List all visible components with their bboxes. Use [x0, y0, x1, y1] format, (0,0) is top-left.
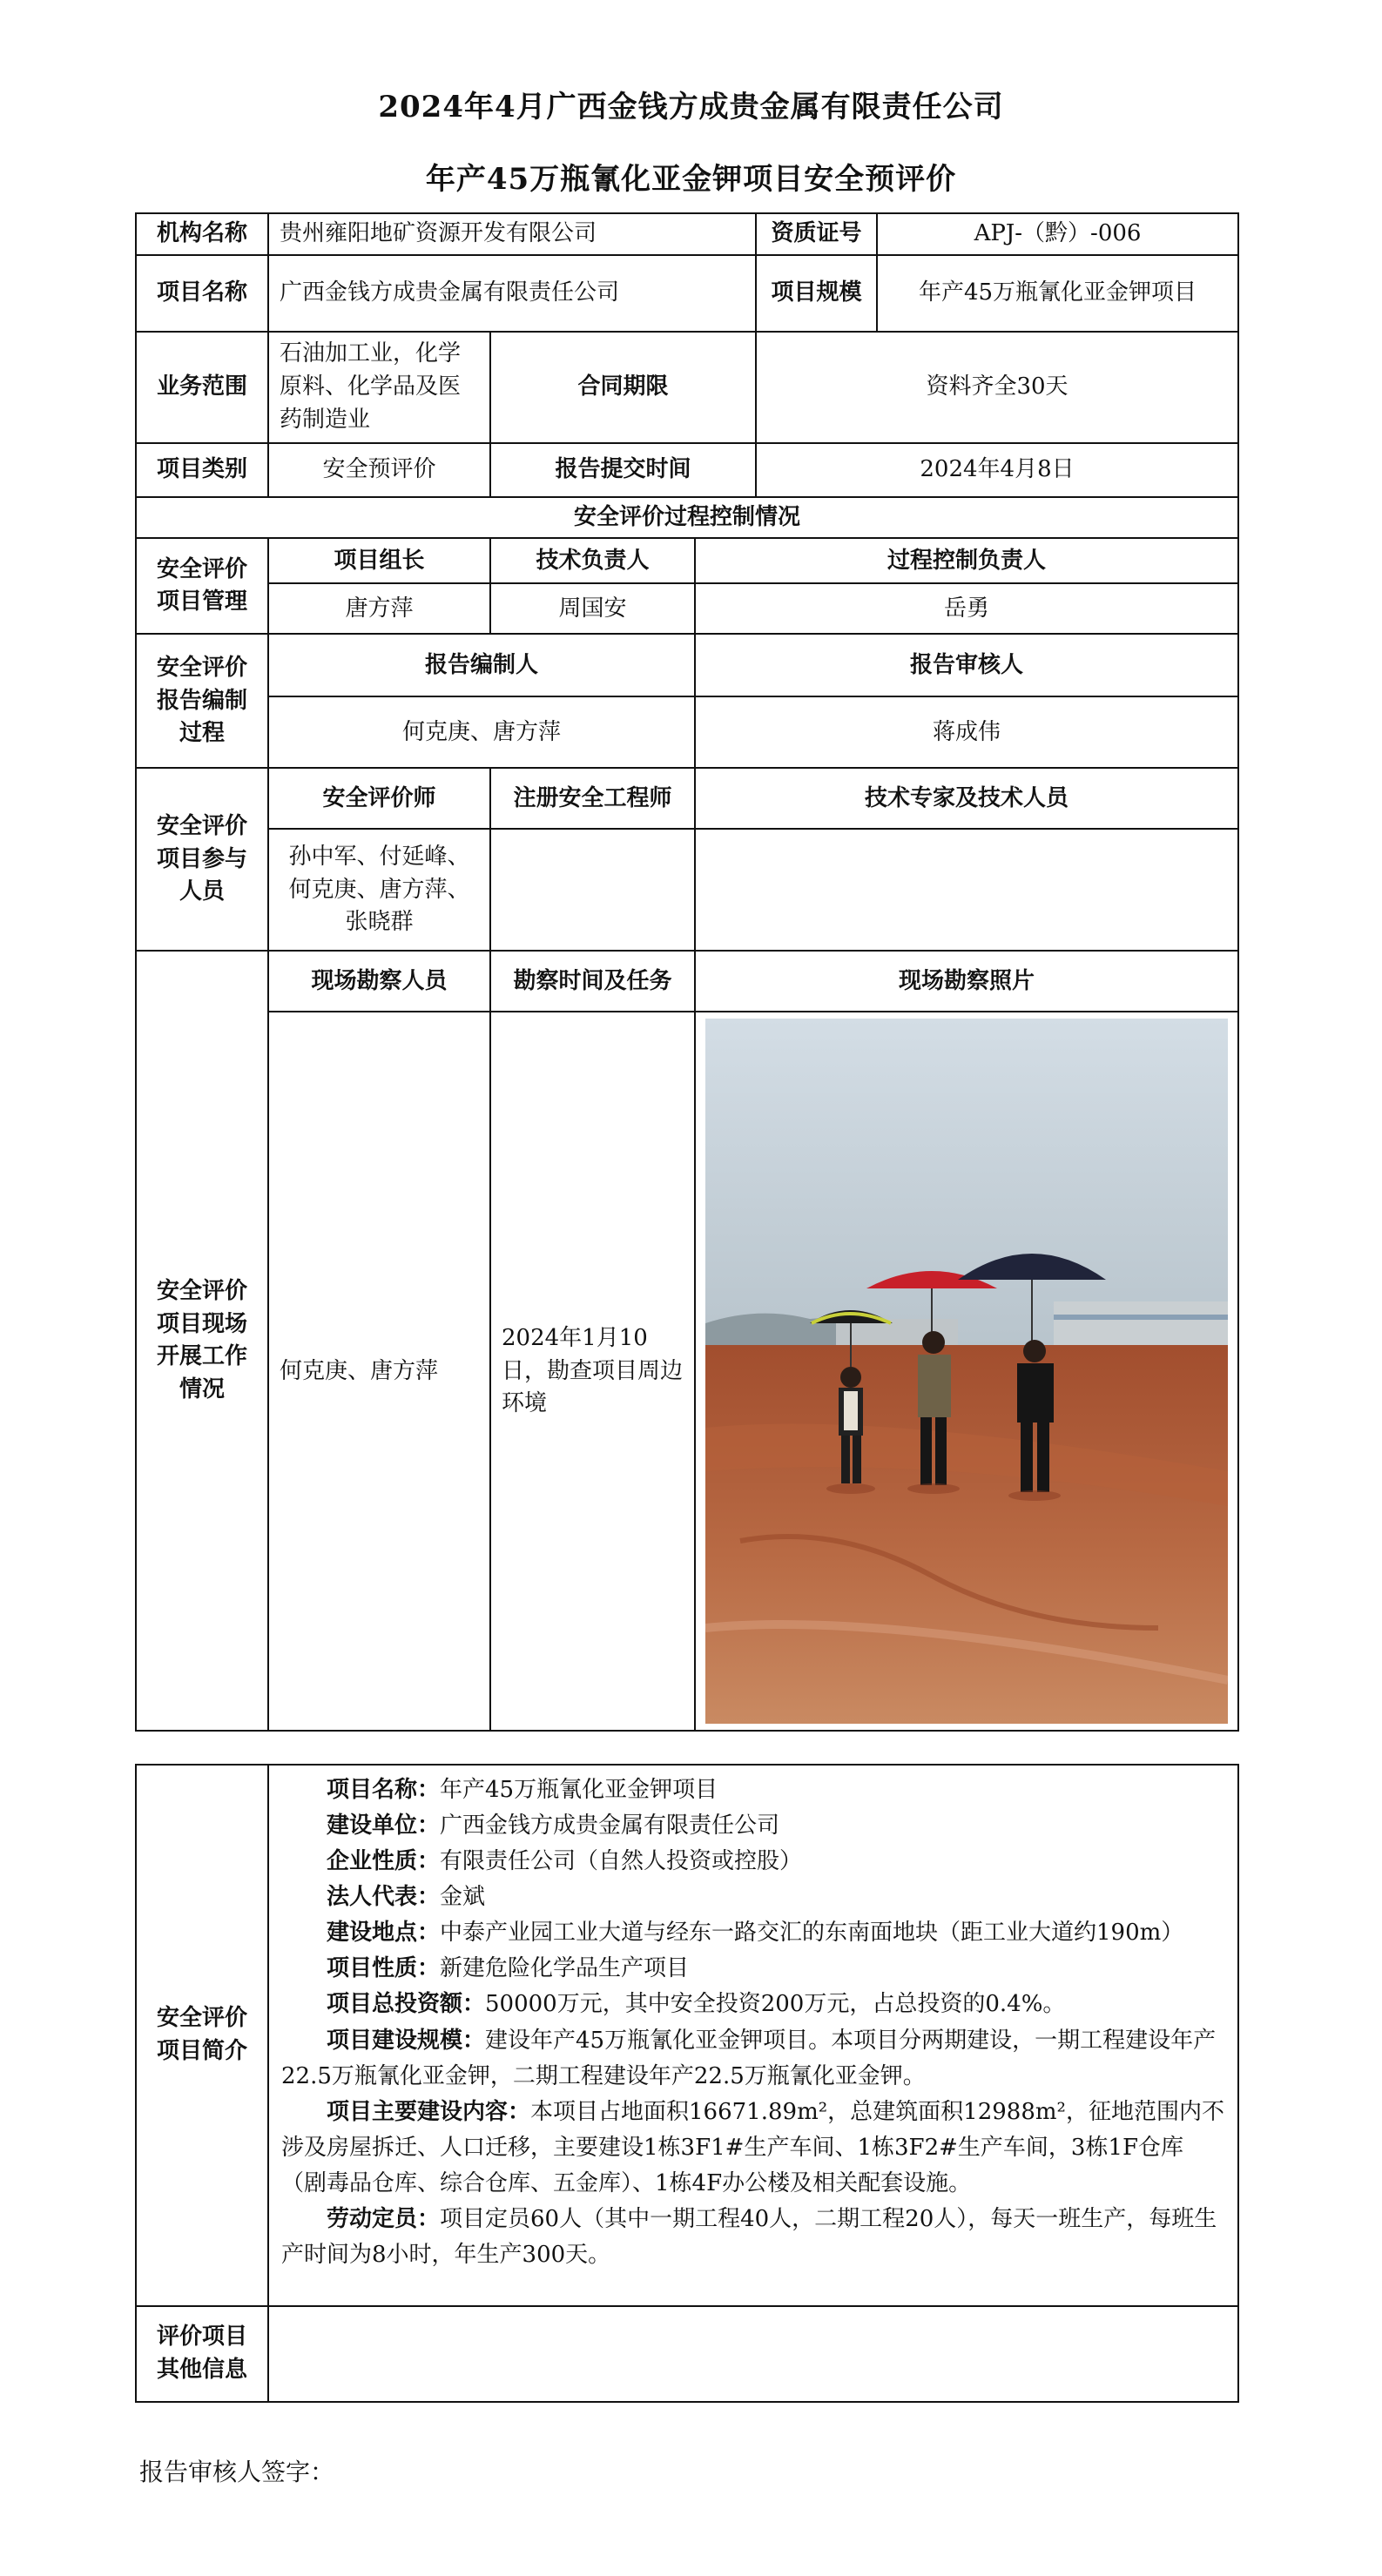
intro-line: 项目性质：新建危险化学品生产项目: [327, 1955, 690, 1982]
tech-value: 周国安: [490, 583, 695, 634]
leader-header: 项目组长: [268, 538, 490, 583]
submit-time-label: 报告提交时间: [490, 443, 756, 497]
intro-line: 项目主要建设内容：本项目占地面积16671.89m²，总建筑面积12988m²，征地范围内不涉及房屋拆迁、人口迁移，主要建设1栋3F1#生产车间、1栋3F2#生产车间，3栋1F仓库（剧毒品仓库、综合仓库、五金库）、1栋4F办公楼及相关配套设施。: [281, 2098, 1224, 2196]
intro-line: 项目建设规模：建设年产45万瓶氰化亚金钾项目。本项目分两期建设，一期工程建设年产22.5万瓶氰化亚金钾，二期工程建设年产22.5万瓶氰化亚金钾。: [281, 2027, 1217, 2089]
survey-time-header: 勘察时间及任务: [490, 951, 695, 1012]
project-intro-table: [135, 1764, 1239, 2403]
expert-header: 技术专家及技术人员: [695, 768, 1238, 829]
org-value: 贵州雍阳地矿资源开发有限公司: [268, 213, 756, 255]
category-label: 项目类别: [136, 443, 268, 497]
intro-line: 建设单位：广西金钱方成贵金属有限责任公司: [327, 1813, 780, 1840]
scope-label: 业务范围: [136, 332, 268, 443]
evaluator-value: 孙中军、付延峰、何克庚、唐方萍、张晓群: [268, 829, 490, 951]
management-label: 安全评价项目管理: [136, 538, 268, 634]
intro-line: 法人代表：金斌: [327, 1884, 486, 1911]
intro-line: 劳动定员：项目定员60人（其中一期工程40人，二期工程20人），每天一班生产，每班生产时间为8小时，年生产300天。: [281, 2205, 1217, 2269]
staff-label: 安全评价项目参与人员: [136, 768, 268, 951]
evaluation-info-table: [135, 212, 1239, 1732]
tech-header: 技术负责人: [490, 538, 695, 583]
surveyor-header: 现场勘察人员: [268, 951, 490, 1012]
photo-cell: [695, 1012, 1238, 1731]
document-subtitle: 年产45万瓶氰化亚金钾项目安全预评价: [425, 162, 957, 197]
submit-time-value: 2024年4月8日: [756, 443, 1238, 497]
document-title: 2024年4月广西金钱方成贵金属有限责任公司: [378, 90, 1004, 124]
intro-line: 项目总投资额：50000万元，其中安全投资200万元，占总投资的0.4%。: [327, 1991, 1066, 2018]
site-survey-photo: [705, 1019, 1228, 1724]
scale-label: 项目规模: [756, 255, 877, 332]
leader-value: 唐方萍: [268, 583, 490, 634]
intro-label: 安全评价项目简介: [136, 1765, 268, 2306]
control-header: 过程控制负责人: [695, 538, 1238, 583]
contract-value: 资料齐全30天: [756, 332, 1238, 443]
reviewer-header: 报告审核人: [695, 634, 1238, 696]
scope-value: 石油加工业，化学原料、化学品及医药制造业: [268, 332, 490, 443]
surveyor-value: 何克庚、唐方萍: [268, 1012, 490, 1731]
reviewer-value: 蒋成伟: [695, 696, 1238, 768]
intro-line: 建设地点：中泰产业园工业大道与经东一路交汇的东南面地块（距工业大道约190m）: [327, 1920, 1184, 1947]
compiler-header: 报告编制人: [268, 634, 695, 696]
contract-label: 合同期限: [490, 332, 756, 443]
expert-value: [695, 829, 1238, 951]
site-work-label: 安全评价项目现场开展工作情况: [136, 951, 268, 1731]
category-value: 安全预评价: [268, 443, 490, 497]
other-info-value: [268, 2306, 1238, 2402]
engineer-header: 注册安全工程师: [490, 768, 695, 829]
project-name-value: 广西金钱方成贵金属有限责任公司: [268, 255, 756, 332]
evaluator-header: 安全评价师: [268, 768, 490, 829]
project-name-label: 项目名称: [136, 255, 268, 332]
survey-time-value: 2024年1月10日，勘查项目周边环境: [490, 1012, 695, 1731]
cert-value: APJ-（黔）-006: [877, 213, 1238, 255]
compiler-value: 何克庚、唐方萍: [268, 696, 695, 768]
compile-label: 安全评价报告编制过程: [136, 634, 268, 768]
scale-value: 年产45万瓶氰化亚金钾项目: [877, 255, 1238, 332]
cert-label: 资质证号: [756, 213, 877, 255]
intro-line: 项目名称：年产45万瓶氰化亚金钾项目: [327, 1777, 718, 1803]
control-value: 岳勇: [695, 583, 1238, 634]
intro-content: [268, 1765, 1238, 2306]
process-section-title: 安全评价过程控制情况: [136, 497, 1238, 539]
other-info-label: 评价项目其他信息: [136, 2306, 268, 2402]
photo-header: 现场勘察照片: [695, 951, 1238, 1012]
org-label: 机构名称: [136, 213, 268, 255]
engineer-value: [490, 829, 695, 951]
intro-line: 企业性质：有限责任公司（自然人投资或控股）: [327, 1848, 803, 1875]
reviewer-signature-label: 报告审核人签字：: [139, 2458, 335, 2486]
